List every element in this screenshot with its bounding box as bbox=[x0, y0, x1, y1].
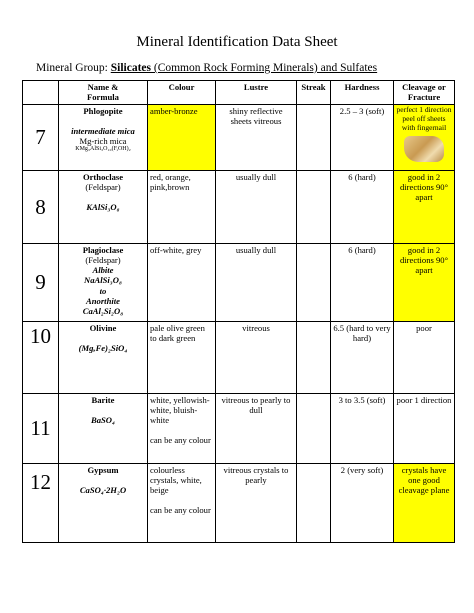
streak-cell bbox=[297, 394, 331, 464]
mineral-name-cell: Plagioclase (Feldspar) Albite NaAlSi₃O₈ to Anorthite CaAl₂Si₂O₈ bbox=[59, 244, 148, 322]
mineral-name-cell: Gypsum CaSO₄·2H₂O bbox=[59, 464, 148, 543]
table-row bbox=[23, 105, 455, 171]
cleavage-cell: good in 2 directions 90° apart bbox=[394, 244, 455, 322]
row-number: 11 bbox=[23, 394, 59, 464]
cleavage-cell: crystals have one good cleavage plane bbox=[394, 464, 455, 543]
mineral-name-cell: Olivine (Mg,Fe)₂SiO₄ bbox=[59, 322, 148, 394]
streak-cell bbox=[297, 244, 331, 322]
colour-cell: pale olive green to dark green bbox=[148, 322, 216, 394]
header-lustre: Lustre bbox=[216, 81, 297, 105]
hardness-cell: 6.5 (hard to very hard) bbox=[331, 322, 394, 394]
streak-cell bbox=[297, 322, 331, 394]
row-number: 9 bbox=[23, 244, 59, 322]
table-row bbox=[23, 244, 455, 322]
hardness-cell: 2.5 – 3 (soft) bbox=[331, 105, 394, 171]
mineral-name-cell: Barite BaSO₄ bbox=[59, 394, 148, 464]
table-row bbox=[23, 394, 455, 464]
mineral-name-cell: Phlogopite intermediate mica Mg-rich mica KMg₃AlSi₃O₁₀(F,OH)₂ bbox=[59, 105, 148, 171]
lustre-cell: usually dull bbox=[216, 244, 297, 322]
mineral-group-heading bbox=[36, 62, 377, 74]
header-cleavage: Cleavage or Fracture bbox=[394, 81, 455, 105]
lustre-cell: usually dull bbox=[216, 171, 297, 244]
streak-cell bbox=[297, 464, 331, 543]
row-number: 8 bbox=[23, 171, 59, 244]
header-name: Name & Formula bbox=[59, 81, 148, 105]
group-bold: Silicates bbox=[110, 62, 151, 74]
colour-cell: red, orange, pink,brown bbox=[148, 171, 216, 244]
streak-cell bbox=[297, 171, 331, 244]
row-number: 10 bbox=[23, 322, 59, 394]
hardness-cell: 3 to 3.5 (soft) bbox=[331, 394, 394, 464]
colour-cell: off-white, grey bbox=[148, 244, 216, 322]
hardness-cell: 6 (hard) bbox=[331, 244, 394, 322]
header-colour: Colour bbox=[148, 81, 216, 105]
cleavage-cell: poor 1 direction bbox=[394, 394, 455, 464]
page-title: Mineral Identification Data Sheet bbox=[136, 34, 338, 50]
row-number: 12 bbox=[23, 464, 59, 543]
table-row bbox=[23, 171, 455, 244]
group-prefix: Mineral Group: bbox=[36, 62, 111, 74]
colour-cell: colourless crystals, white, beige can be any colour bbox=[148, 464, 216, 543]
lustre-cell: vitreous crystals to pearly bbox=[216, 464, 297, 543]
mica-sheet-image bbox=[404, 136, 444, 162]
streak-cell bbox=[297, 105, 331, 171]
header-row bbox=[23, 81, 455, 105]
group-rest: (Common Rock Forming Minerals) and Sulfates bbox=[150, 62, 378, 74]
cleavage-cell: perfect 1 direction peel off sheets with fingernail bbox=[394, 105, 455, 171]
colour-cell: amber-bronze bbox=[148, 105, 216, 171]
lustre-cell: shiny reflective sheets vitreous bbox=[216, 105, 297, 171]
lustre-cell: vitreous bbox=[216, 322, 297, 394]
hardness-cell: 6 (hard) bbox=[331, 171, 394, 244]
mineral-name-cell: Orthoclase (Feldspar) KAlSi₃O₈ bbox=[59, 171, 148, 244]
table-row bbox=[23, 464, 455, 543]
mineral-table bbox=[22, 80, 455, 543]
row-number: 7 bbox=[23, 105, 59, 171]
colour-cell: white, yellowish-white, bluish-white can be any colour bbox=[148, 394, 216, 464]
header-hardness: Hardness bbox=[331, 81, 394, 105]
cleavage-cell: good in 2 directions 90° apart bbox=[394, 171, 455, 244]
header-streak: Streak bbox=[297, 81, 331, 105]
table-row bbox=[23, 322, 455, 394]
lustre-cell: vitreous to pearly to dull bbox=[216, 394, 297, 464]
cleavage-cell: poor bbox=[394, 322, 455, 394]
header-number bbox=[23, 81, 59, 105]
hardness-cell: 2 (very soft) bbox=[331, 464, 394, 543]
